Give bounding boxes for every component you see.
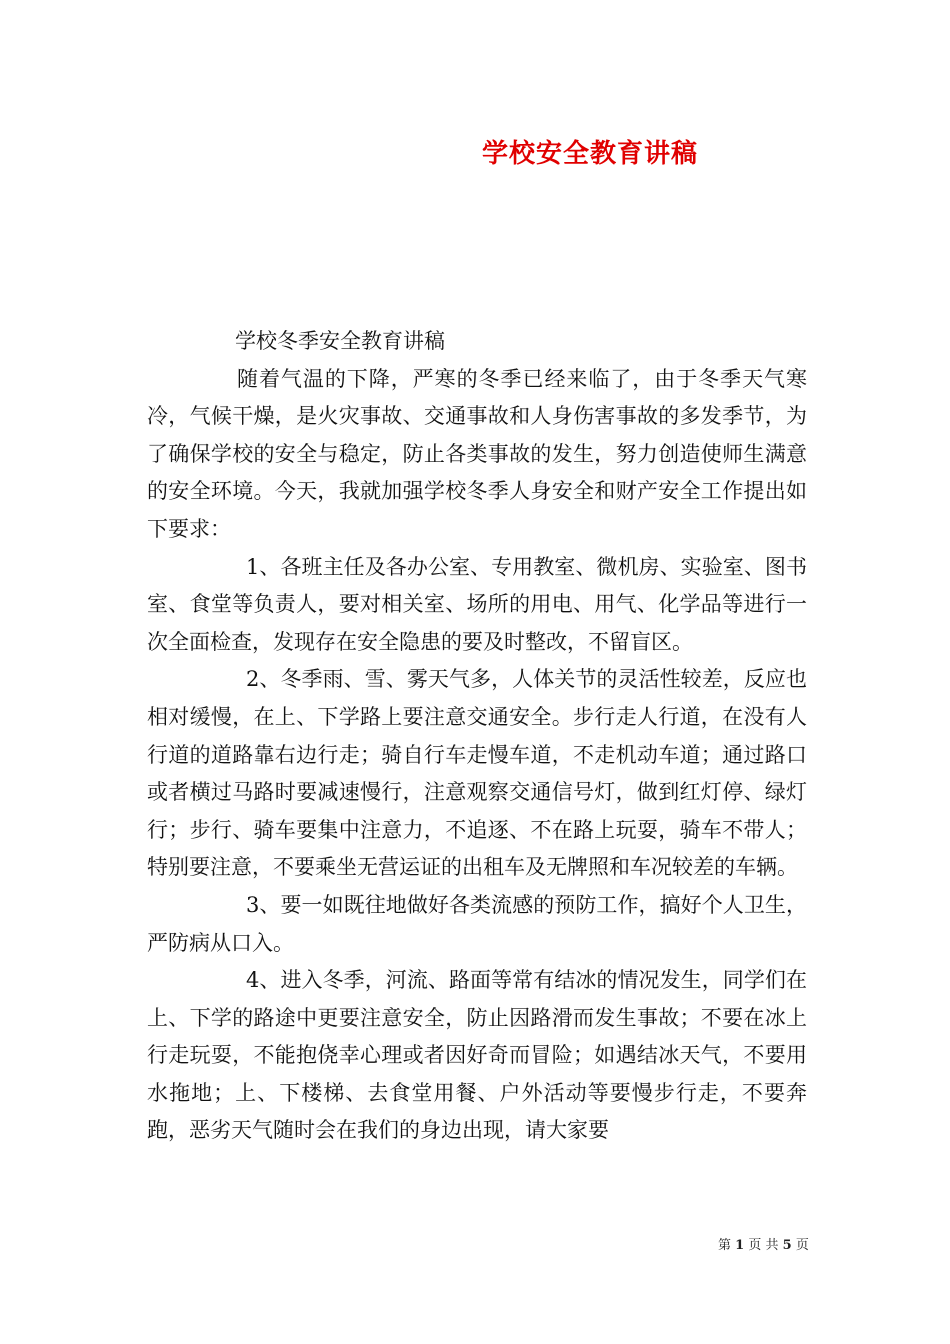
- total-page-count: 5: [782, 1238, 792, 1253]
- page-title: 学校安全教育讲稿: [481, 139, 698, 169]
- footer-middle: 页 共: [748, 1238, 779, 1253]
- requirement-item-3: 3、要一如既往地做好各类流感的预防工作，搞好个人卫生，严防病从口入。: [147, 892, 807, 955]
- document-body: [147, 323, 807, 1150]
- requirement-item-4: 4、进入冬季，河流、路面等常有结冰的情况发生，同学们在上、下学的路途中更要注意安全，防止因路滑而发生事故；不要在冰上行走玩耍，不能抱侥幸心理或者因好奇而冒险；如遇结冰天气，不要用水拖地；上、下楼梯、去食堂用餐、户外活动等要慢步行走，不要奔跑，恶劣天气随时会在我们的身边出现，请大家要: [147, 968, 807, 1143]
- intro-paragraph: 随着气温的下降，严寒的冬季已经来临了，由于冬季天气寒冷，气候干燥，是火灾事故、交通事故和人身伤害事故的多发季节，为了确保学校的安全与稳定，防止各类事故的发生，努力创造使师生满意的安全环境。今天，我就加强学校冬季人身安全和财产安全工作提出如下要求：: [147, 366, 807, 541]
- current-page-number: 1: [735, 1238, 745, 1253]
- footer-suffix: 页: [795, 1238, 809, 1253]
- section-subtitle: 学校冬季安全教育讲稿: [235, 329, 445, 353]
- requirement-item-1: 1、各班主任及各办公室、专用教室、微机房、实验室、图书室、食堂等负责人，要对相关室、场所的用电、用气、化学品等进行一次全面检查，发现存在安全隐患的要及时整改，不留盲区。: [147, 554, 807, 654]
- page-number-footer: [718, 1234, 809, 1253]
- footer-prefix: 第: [718, 1238, 732, 1253]
- requirement-item-2: 2、冬季雨、雪、雾天气多，人体关节的灵活性较差，反应也相对缓慢，在上、下学路上要注意交通安全。步行走人行道，在没有人行道的道路靠右边行走；骑自行车走慢车道，不走机动车道；通过路口或者横过马路时要减速慢行，注意观察交通信号灯，做到红灯停、绿灯行；步行、骑车要集中注意力，不追逐、不在路上玩耍，骑车不带人；特别要注意，不要乘坐无营运证的出租车及无牌照和车况较差的车辆。: [147, 667, 807, 880]
